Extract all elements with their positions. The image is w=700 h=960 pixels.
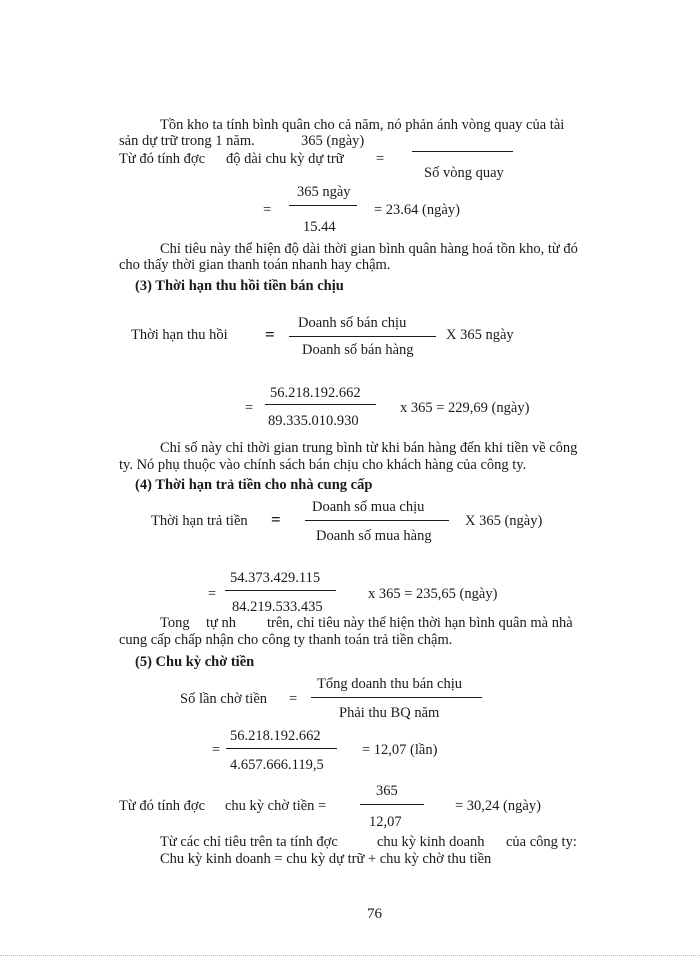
section4-note-line1-part-a: Tong (160, 615, 190, 631)
inventory-note-line1: Chỉ tiêu này thể hiện độ dài thời gian bình quân hàng hoá tồn kho, từ đó (160, 241, 578, 257)
inventory-derive-label: độ dài chu kỳ dự trữ (226, 151, 344, 167)
section4-calc-result: x 365 = 235,65 (ngày) (368, 586, 498, 602)
page-number: 76 (367, 906, 382, 922)
summary-part-b: chu kỳ kinh doanh (377, 834, 485, 850)
section4-equals: = (271, 510, 281, 529)
inventory-fraction-bar (412, 151, 513, 152)
inventory-note-line2: cho thấy thời gian thanh toán nhanh hay chậm. (119, 257, 391, 273)
section5-derive-result: = 30,24 (ngày) (455, 798, 541, 814)
section3-calc-fraction-bar (265, 404, 376, 405)
section5-derive-label: chu kỳ chờ tiền = (225, 798, 327, 814)
section4-multiplier: X 365 (ngày) (465, 513, 543, 529)
inventory-fraction-numerator: 365 (ngày) (301, 133, 365, 149)
page-bottom-border (0, 955, 700, 956)
inventory-calc-numerator: 365 ngày (297, 184, 351, 200)
section5-calc-equals: = (212, 742, 221, 758)
inventory-paragraph-line1: Tồn kho ta tính bình quân cho cả năm, nó phản ánh vòng quay của tài (160, 117, 565, 133)
section4-calc-numerator: 54.373.429.115 (230, 570, 321, 586)
section5-derive-prefix: Từ đó tính đợc (119, 798, 206, 814)
section5-label: Số lần chờ tiền (180, 691, 267, 707)
section4-heading: (4) Thời hạn trả tiền cho nhà cung cấp (135, 477, 373, 493)
inventory-calc-equals: = (263, 202, 272, 218)
section5-derive-denominator: 12,07 (369, 814, 402, 830)
section4-calc-fraction-bar (225, 590, 336, 591)
section5-equals: = (289, 691, 298, 707)
section3-calc-numerator: 56.218.192.662 (270, 385, 361, 401)
inventory-equals-sign: = (376, 151, 385, 167)
section3-label: Thời hạn thu hồi (131, 327, 228, 343)
section3-calc-denominator: 89.335.010.930 (268, 413, 359, 429)
section5-denominator: Phải thu BQ năm (339, 705, 440, 721)
section4-denominator: Doanh số mua hàng (316, 528, 432, 544)
section3-denominator: Doanh số bán hàng (302, 342, 414, 358)
section5-calc-result: = 12,07 (lần) (362, 742, 438, 758)
summary-part-a: Từ các chỉ tiêu trên ta tính đợc (160, 834, 338, 850)
section5-calc-numerator: 56.218.192.662 (230, 728, 321, 744)
section4-note-line2: cung cấp chấp nhận cho công ty thanh toán trả tiền chậm. (119, 632, 453, 648)
inventory-calc-fraction-bar (289, 205, 357, 206)
section4-numerator: Doanh số mua chịu (312, 499, 425, 515)
section4-note-line1-part-b: tự nh (206, 615, 237, 631)
inventory-derive-prefix: Từ đó tính đợc (119, 151, 206, 167)
business-cycle-formula: Chu kỳ kinh doanh = chu kỳ dự trữ + chu kỳ chờ thu tiền (160, 851, 492, 867)
section4-note-line1-part-c: trên, chỉ tiêu này thể hiện thời hạn bình quân mà nhà (267, 615, 573, 631)
inventory-calc-denominator: 15.44 (303, 219, 336, 235)
section5-derive-numerator: 365 (376, 783, 398, 799)
section5-derive-fraction-bar (360, 804, 424, 805)
section3-fraction-bar (289, 336, 436, 337)
section5-heading: (5) Chu kỳ chờ tiền (135, 654, 255, 670)
inventory-calc-result: = 23.64 (ngày) (374, 202, 460, 218)
section5-numerator: Tổng doanh thu bán chịu (317, 676, 462, 692)
section4-fraction-bar (305, 520, 449, 521)
section3-calc-equals: = (245, 400, 254, 416)
inventory-paragraph-line2: sản dự trữ trong 1 năm. (119, 133, 255, 149)
section3-calc-result: x 365 = 229,69 (ngày) (400, 400, 530, 416)
section3-note-line1: Chỉ số này chỉ thời gian trung bình từ khi bán hàng đến khi tiền về công (160, 440, 578, 456)
section4-calc-equals: = (208, 586, 217, 602)
section4-label: Thời hạn trả tiền (151, 513, 248, 529)
section3-numerator: Doanh số bán chịu (298, 315, 407, 331)
section3-note-line2: ty. Nó phụ thuộc vào chính sách bán chịu cho khách hàng của công ty. (119, 457, 527, 473)
section5-calc-denominator: 4.657.666.119,5 (230, 757, 324, 773)
summary-part-c: của công ty: (506, 834, 577, 850)
section3-heading: (3) Thời hạn thu hồi tiền bán chịu (135, 278, 344, 294)
section4-calc-denominator: 84.219.533.435 (232, 599, 323, 615)
section3-multiplier: X 365 ngày (446, 327, 514, 343)
section5-calc-fraction-bar (226, 748, 337, 749)
inventory-fraction-denominator: Số vòng quay (424, 165, 504, 181)
section5-fraction-bar (311, 697, 482, 698)
section3-equals: = (265, 325, 275, 344)
